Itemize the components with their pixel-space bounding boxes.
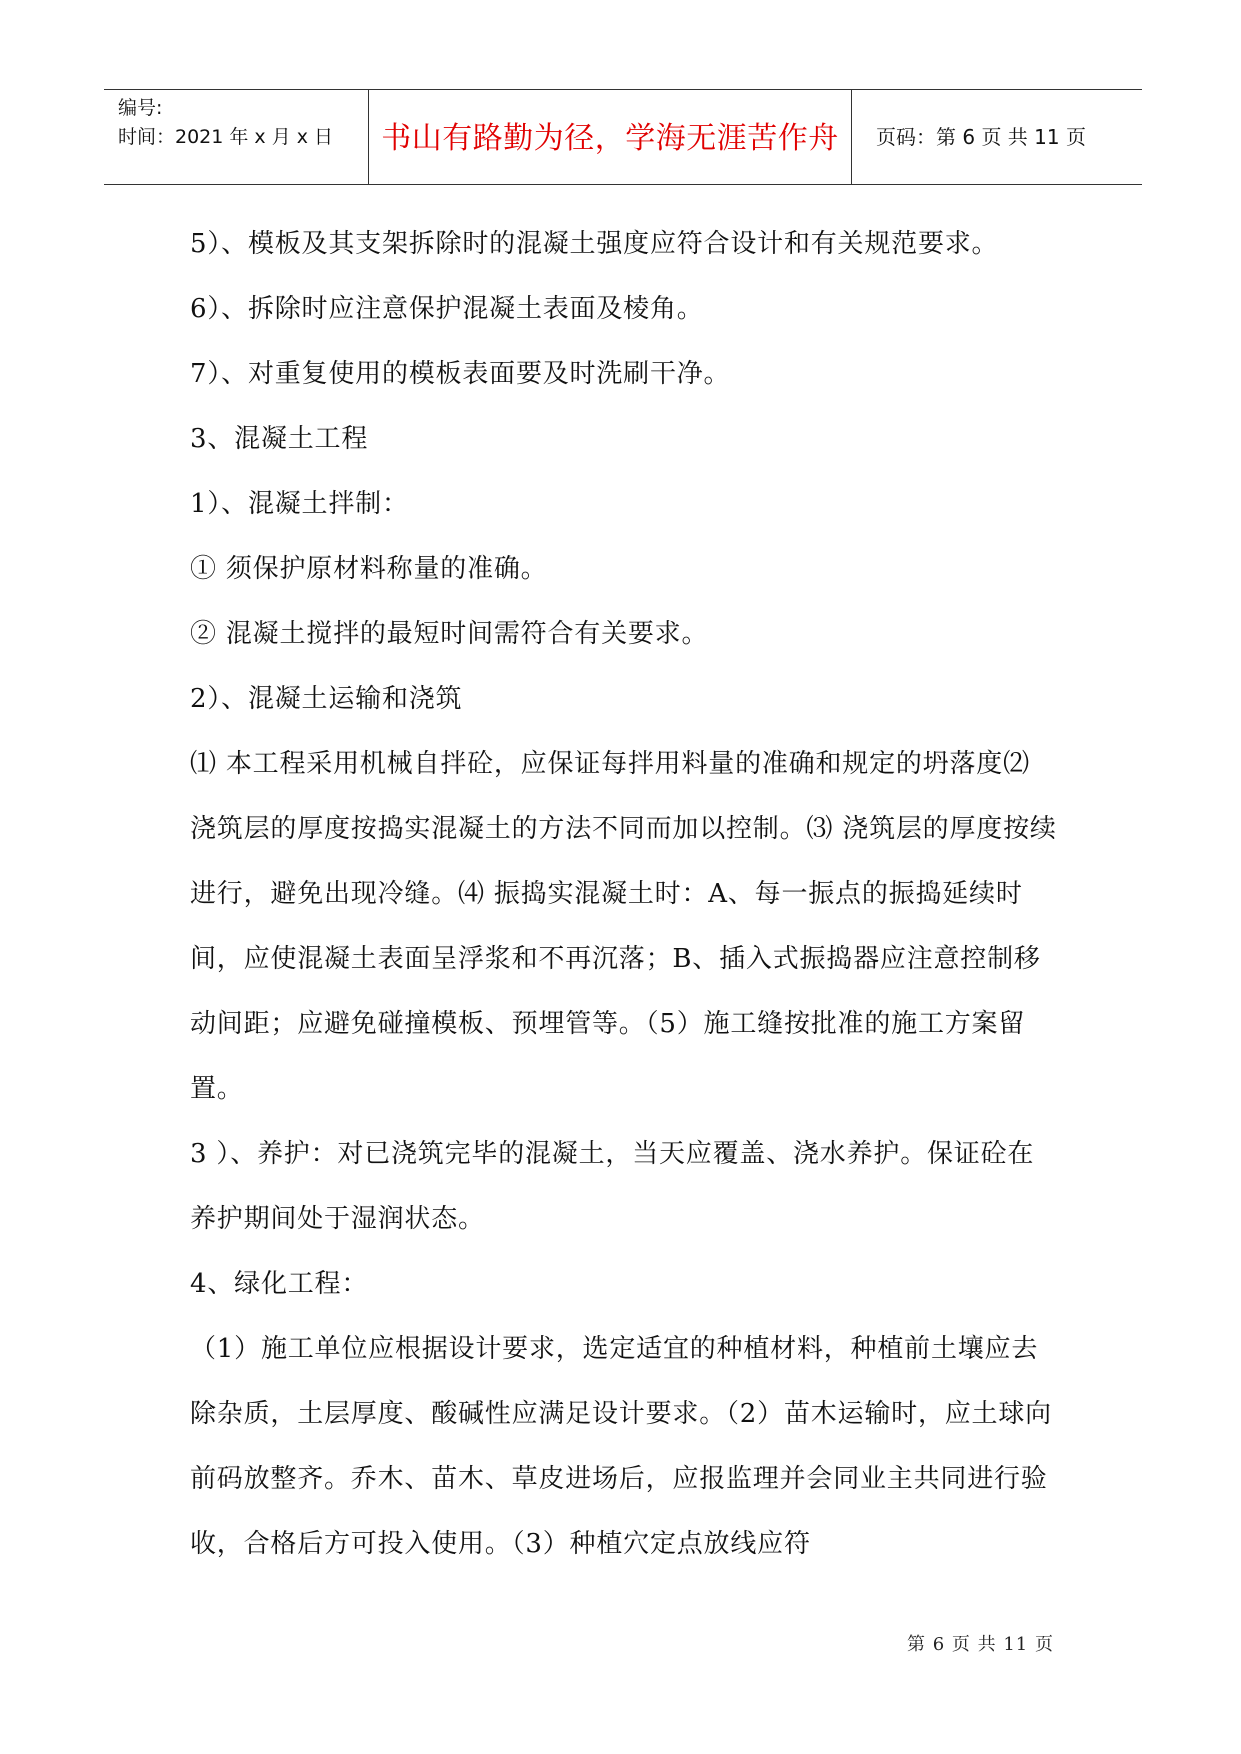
document-number-label: 编号: [118, 97, 163, 119]
header-page-cell [852, 90, 1142, 184]
document-date-label: 时间：2021 年 x 月 x 日 [118, 126, 334, 148]
header-page-number: 页码：第 6 页 共 11 页 [876, 124, 1086, 149]
list-item: ② 混凝土搅拌的最短时间需符合有关要求。 [190, 619, 709, 649]
subsection-heading: 2）、混凝土运输和浇筑 [190, 684, 463, 714]
paragraph: ⑴ 本工程采用机械自拌砼，应保证每拌用料量的准确和规定的坍落度⑵ 浇筑层的厚度按捣实混凝土的方法不同而加以控制。⑶ 浇筑层的厚度按续进行，避免出现冷缝。⑷ 振捣实混凝土时：A、每一振点的振捣延续时间，应使混凝土表面呈浮浆和不再沉落；B、插入式振捣器应注意控制移动间距；应避免碰撞模板、预埋管等。（5）施工缝按批准的施工方案留置。 [190, 749, 1057, 1104]
section-heading: 4、绿化工程： [190, 1269, 369, 1299]
header-motto: 书山有路勤为径，学海无涯苦作舟 [381, 121, 839, 156]
paragraph: 5）、模板及其支架拆除时的混凝土强度应符合设计和有关规范要求。 [190, 229, 999, 259]
paragraph: 7）、对重复使用的模板表面要及时洗刷干净。 [190, 359, 731, 389]
document-body [190, 212, 1060, 1577]
list-item: ① 须保护原材料称量的准确。 [190, 554, 548, 584]
paragraph: （1）施工单位应根据设计要求，选定适宜的种植材料，种植前土壤应去除杂质，土层厚度、酸碱性应满足设计要求。（2）苗木运输时，应土球向前码放整齐。乔木、苗木、草皮进场后，应报监理并会同业主共同进行验收，合格后方可投入使用。（3）种植穴定点放线应符 [190, 1334, 1052, 1559]
paragraph: 3 ）、养护：对已浇筑完毕的混凝土，当天应覆盖、浇水养护。保证砼在养护期间处于湿润状态。 [190, 1139, 1035, 1234]
header-info-cell [104, 90, 369, 184]
paragraph: 6）、拆除时应注意保护混凝土表面及棱角。 [190, 294, 704, 324]
page-header [104, 89, 1142, 185]
page-footer: 第 6 页 共 11 页 [907, 1634, 1054, 1655]
subsection-heading: 1）、混凝土拌制： [190, 489, 409, 519]
section-heading: 3、混凝土工程 [190, 424, 369, 454]
header-motto-cell [369, 90, 852, 184]
